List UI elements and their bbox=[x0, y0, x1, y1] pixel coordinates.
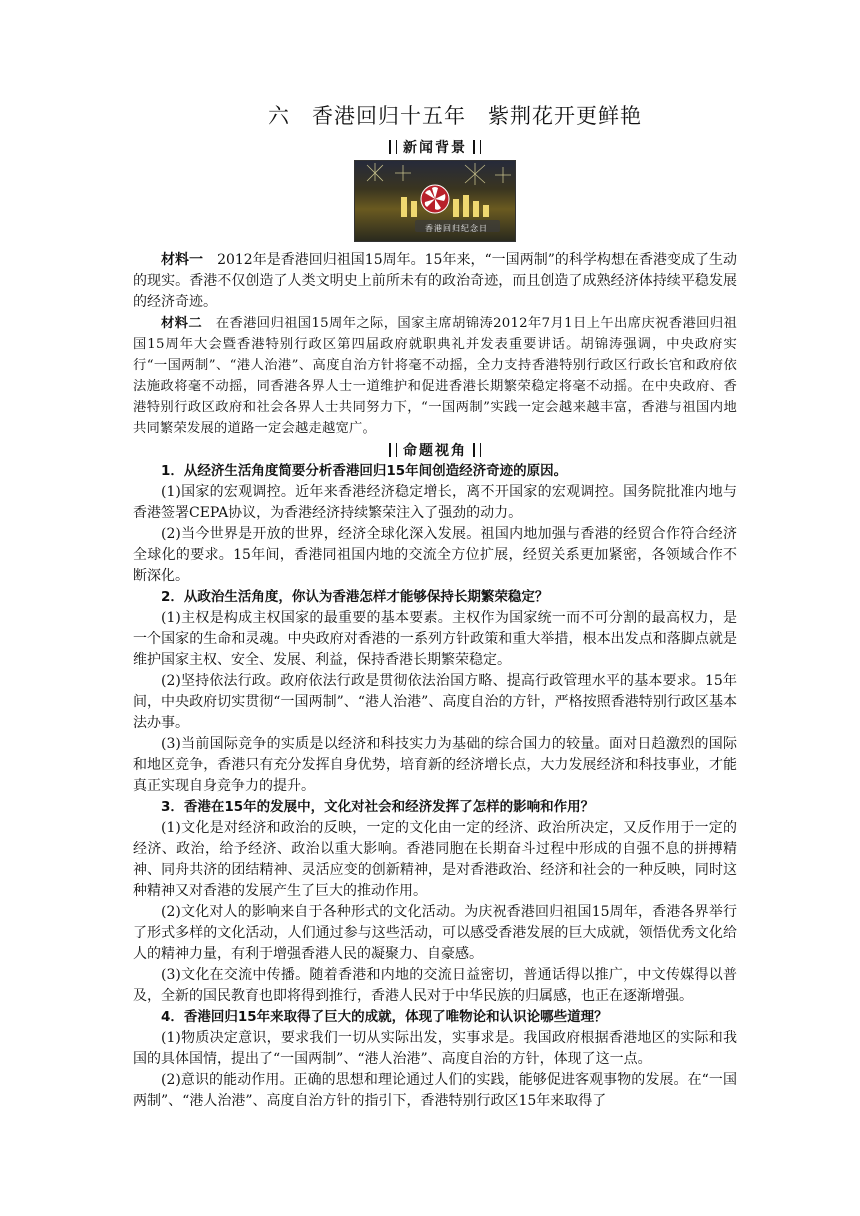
answer-3-3: (3)文化在交流中传播。随着香港和内地的交流日益密切，普通话得以推广，中文传媒得以普及，全新的国民教育也即将得到推行，香港人民对于中华民族的归属感，也正在逐渐增强。 bbox=[133, 967, 737, 1004]
section-label: 新闻背景 bbox=[403, 140, 467, 156]
answer-2-3: (3)当前国际竞争的实质是以经济和科技实力为基础的综合国力的较量。面对日趋激烈的国际和地区竞争，香港只有充分发挥自身优势，培育新的经济增长点，大力发展经济和科技事业，才能真正实现自身竞争力的提升。 bbox=[133, 736, 737, 794]
section-header-news-background bbox=[133, 138, 737, 156]
question-4: 4．香港回归15年来取得了巨大的成就，体现了唯物论和认识论哪些道理？ bbox=[161, 1009, 608, 1025]
bar-ornament-left bbox=[389, 443, 397, 457]
answer-4-2: (2)意识的能动作用。正确的思想和理论通过人们的实践，能够促进客观事物的发展。在“一国两制”、“港人治港”、高度自治方针的指引下，香港特别行政区15年来取得了 bbox=[133, 1072, 737, 1109]
answer-1-2: (2)当今世界是开放的世界，经济全球化深入发展。祖国内地加强与香港的经贸合作符合经济全球化的要求。15年间，香港同祖国内地的交流全方位扩展，经贸关系更加紧密，各领域合作不断深化。 bbox=[133, 526, 737, 584]
material-two-text: 在香港回归祖国15周年之际，国家主席胡锦涛2012年7月1日上午出席庆祝香港回归祖国15周年大会暨香港特别行政区第四届政府就职典礼并发表重要讲话。胡锦涛强调，中央政府实行“一国两制”、“港人治港”、高度自治方针将毫不动摇，全力支持香港特别行政区行政长官和政府依法施政将毫不动摇，同香港各界人士一道维护和促进香港长期繁荣稳定将毫不动摇。在中央政府、香港特别行政区政府和社会各界人士共同努力下，“一国两制”实践一定会越来越丰富，香港与祖国内地共同繁荣发展的道路一定会越走越宽广。 bbox=[133, 316, 737, 436]
bar-ornament-right bbox=[473, 140, 481, 154]
material-one-text: 2012年是香港回归祖国15周年。15年来，“一国两制”的科学构想在香港变成了生动的现实。香港不仅创造了人类文明史上前所未有的政治奇迹，而且创造了成熟经济体持续平稳发展的经济奇迹。 bbox=[133, 252, 738, 310]
answer-4-1: (1)物质决定意识，要求我们一切从实际出发，实事求是。我国政府根据香港地区的实际和我国的具体国情，提出了“一国两制”、“港人治港”、高度自治的方针，体现了这一点。 bbox=[133, 1030, 737, 1067]
question-2: 2．从政治生活角度，你认为香港怎样才能够保持长期繁荣稳定？ bbox=[161, 589, 549, 605]
section-header-question-perspective bbox=[133, 441, 737, 459]
bar-ornament-right bbox=[473, 443, 481, 457]
hong-kong-anniversary-image bbox=[354, 160, 516, 242]
material-one bbox=[133, 250, 737, 313]
material-two bbox=[133, 313, 737, 439]
section-label: 命题视角 bbox=[403, 443, 467, 459]
question-3: 3．香港在15年的发展中，文化对社会和经济发挥了怎样的影响和作用？ bbox=[161, 799, 595, 815]
question-1: 1．从经济生活角度简要分析香港回归15年间创造经济奇迹的原因。 bbox=[161, 463, 568, 479]
document-page bbox=[133, 100, 737, 1112]
answer-3-1: (1)文化是对经济和政治的反映，一定的文化由一定的经济、政治所决定，又反作用于一定的经济、政治，给予经济、政治以重大影响。香港同胞在长期奋斗过程中形成的自强不息的拼搏精神、同舟共济的团结精神、灵活应变的创新精神，是对香港政治、经济和社会的一种反映，同时这种精神又对香港的发展产生了巨大的推动作用。 bbox=[133, 820, 737, 899]
answer-3-2: (2)文化对人的影响来自于各种形式的文化活动。为庆祝香港回归祖国15周年，香港各界举行了形式多样的文化活动，人们通过参与这些活动，可以感受香港发展的巨大成就，领悟优秀文化给人的精神力量，有利于增强香港人民的凝聚力、自豪感。 bbox=[133, 904, 737, 962]
answer-2-2: (2)坚持依法行政。政府依法行政是贯彻依法治国方略、提高行政管理水平的基本要求。15年间，中央政府切实贯彻“一国两制”、“港人治港”、高度自治的方针，严格按照香港特别行政区基本法办事。 bbox=[133, 673, 737, 731]
banner-caption: 香港回归纪念日 bbox=[425, 224, 488, 233]
material-one-label: 材料一 bbox=[161, 252, 204, 268]
bar-ornament-left bbox=[389, 140, 397, 154]
material-two-label: 材料二 bbox=[161, 316, 203, 331]
answer-2-1: (1)主权是构成主权国家的最重要的基本要素。主权作为国家统一而不可分割的最高权力，是一个国家的生命和灵魂。中央政府对香港的一系列方针政策和重大举措，根本出发点和落脚点就是维护国家主权、安全、发展、利益，保持香港长期繁荣稳定。 bbox=[133, 610, 737, 668]
page-title: 六 香港回归十五年 紫荆花开更鲜艳 bbox=[268, 104, 642, 128]
answer-1-1: (1)国家的宏观调控。近年来香港经济稳定增长，离不开国家的宏观调控。国务院批准内地与香港签署CEPA协议，为香港经济持续繁荣注入了强劲的动力。 bbox=[133, 484, 737, 521]
